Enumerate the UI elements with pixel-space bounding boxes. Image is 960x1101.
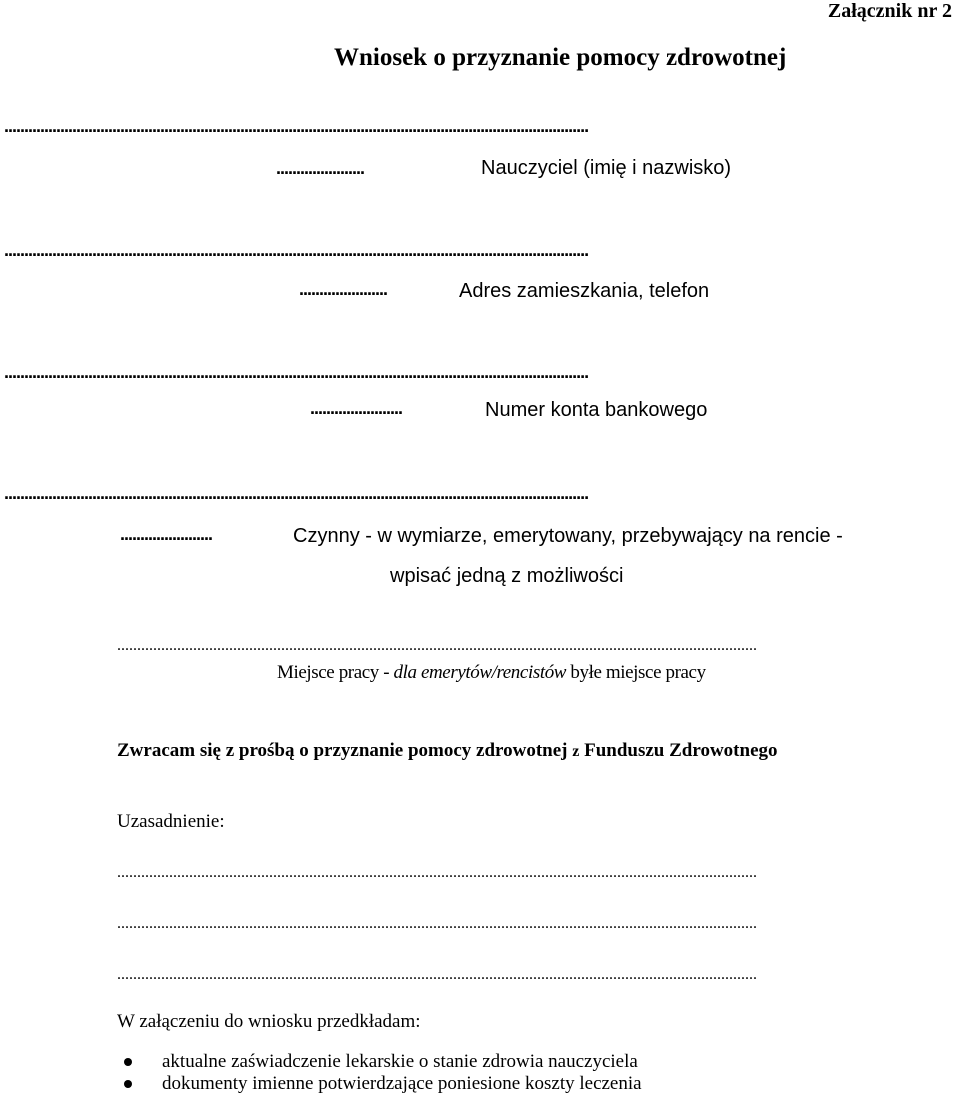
annex-label: Załącznik nr 2 — [827, 0, 952, 22]
employment-status-label: Czynny - w wymiarze, emerytowany, przebywający na rencie - — [293, 525, 843, 547]
justification-label: Uzasadnienie: — [117, 811, 225, 832]
attachments-label: W załączeniu do wniosku przedkładam: — [117, 1011, 421, 1032]
dotted-line: .................................................................................................................................................. — [4, 362, 589, 382]
form-title: Wniosek o przyznanie pomocy zdrowotnej — [334, 44, 787, 71]
justification-line[interactable]: ................................................................................................................................................................ — [117, 966, 757, 983]
dotted-line: ....................... — [120, 524, 213, 544]
dotted-line: ....................... — [310, 398, 403, 418]
bullet-icon — [124, 1058, 132, 1066]
bullet-icon — [124, 1080, 132, 1088]
address-label: Adres zamieszkania, telefon — [459, 280, 710, 302]
justification-line[interactable]: ................................................................................................................................................................ — [117, 864, 757, 881]
justification-line[interactable]: ................................................................................................................................................................ — [117, 915, 757, 932]
attachment-item: aktualne zaświadczenie lekarskie o stanie zdrowia nauczyciela — [122, 1051, 642, 1073]
request-statement: Zwracam się z prośbą o przyznanie pomocy zdrowotnej z Funduszu Zdrowotnego — [117, 740, 778, 761]
attachment-item: dokumenty imienne potwierdzające poniesione koszty leczenia — [122, 1073, 642, 1095]
teacher-name-label: Nauczyciel (imię i nazwisko) — [481, 157, 732, 179]
dotted-line: ...................... — [276, 158, 365, 178]
dotted-line: .................................................................................................................................................. — [4, 240, 589, 260]
workplace-label: Miejsce pracy - dla emerytów/rencistów byłe miejsce pracy — [277, 662, 706, 683]
bank-account-label: Numer konta bankowego — [485, 399, 708, 421]
dotted-line: ...................... — [299, 279, 388, 299]
workplace-italic-note: dla emerytów/rencistów — [393, 662, 567, 683]
dotted-line: ................................................................................................................................................................ — [117, 637, 757, 654]
dotted-line: .................................................................................................................................................. — [4, 483, 589, 503]
dotted-line: .................................................................................................................................................. — [4, 116, 589, 136]
attachments-list — [122, 1051, 642, 1095]
employment-status-hint: wpisać jedną z możliwości — [390, 565, 624, 587]
